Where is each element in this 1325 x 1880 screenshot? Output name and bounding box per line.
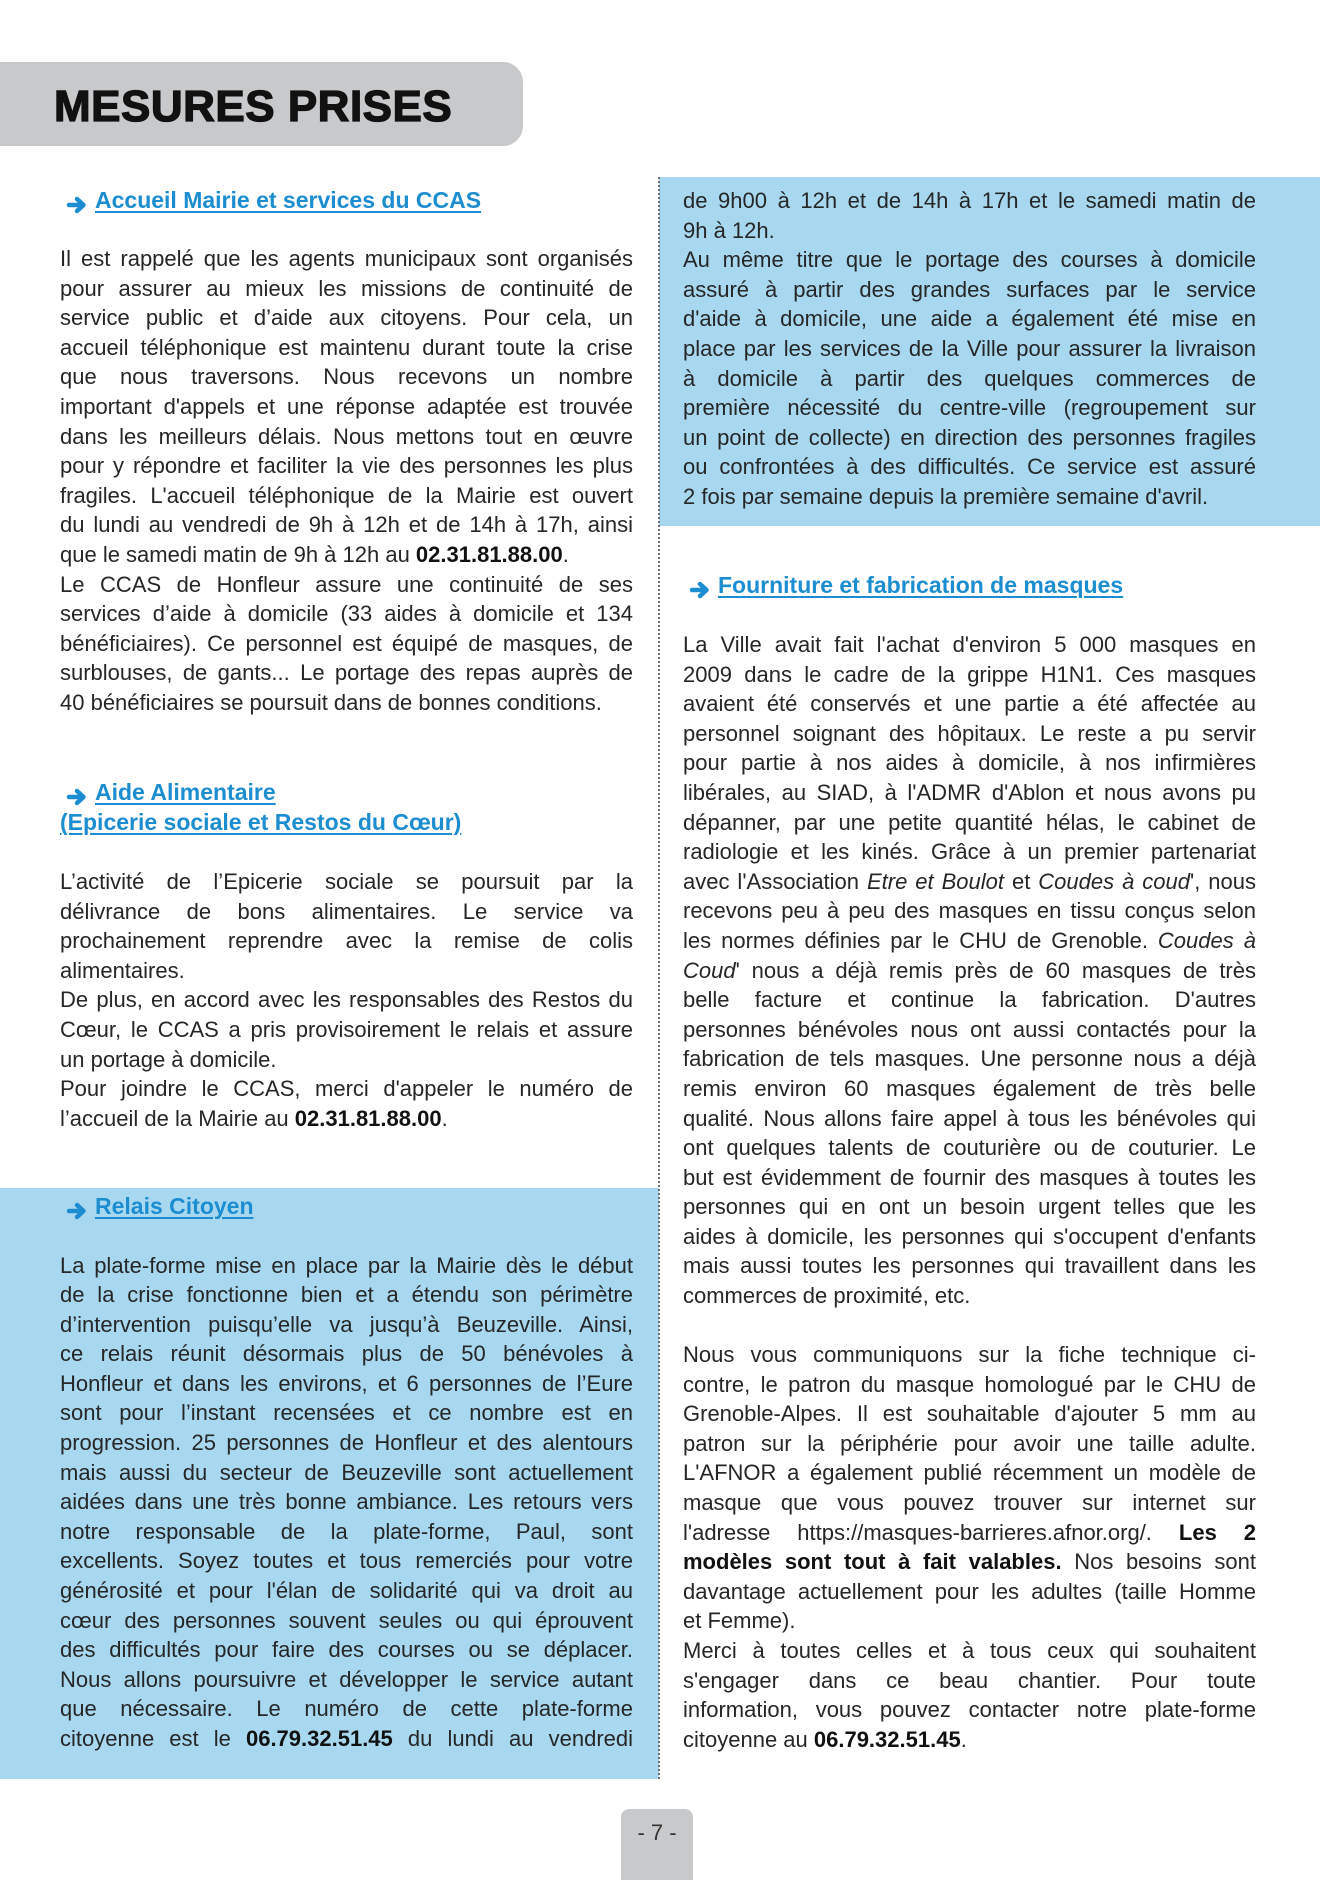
text-line: fragiles. L'accueil téléphonique de la Mairie est ouvert: [60, 482, 633, 508]
text-line: ont quelques talents de couturière ou de couturier. Le: [683, 1135, 1256, 1161]
text-line: information, vous pouvez contacter notre plate-forme: [683, 1697, 1256, 1723]
arrow-right-icon: [689, 577, 711, 595]
text-line: qualité. Nous allons faire appel à tous les bénévoles qui: [683, 1105, 1256, 1131]
text-line: l’accueil de la Mairie au 02.31.81.88.00.: [60, 1105, 448, 1131]
heading-text: Relais Citoyen: [95, 1193, 254, 1219]
text-line: belle facture et continue la fabrication. D'autres: [683, 987, 1256, 1013]
text-line: un portage à domicile.: [60, 1046, 277, 1072]
text-line: fabrication de tels masques. Une personne nous a déjà: [683, 1046, 1256, 1072]
masques-body-intro: [683, 630, 1256, 1311]
heading-relais-citoyen: [60, 1192, 633, 1222]
arrow-right-icon: [66, 192, 88, 210]
italic-text: Etre et Boulot: [867, 868, 1005, 894]
bold-text: Les 2: [1178, 1519, 1256, 1545]
text-line: Merci à toutes celles et à tous ceux qui souhaitent: [683, 1637, 1256, 1663]
text-line: masque que vous pouvez trouver sur internet sur: [683, 1489, 1256, 1515]
text-line: des difficultés pour faire des courses ou se déplacer.: [60, 1637, 633, 1663]
heading-subtitle: (Epicerie sociale et Restos du Cœur): [60, 808, 462, 835]
text-line: première nécessité du centre-ville (regroupement sur: [683, 395, 1256, 421]
text-line: ce relais réunit désormais plus de 50 bénévoles à: [60, 1341, 633, 1367]
text-line: prochainement reprendre avec la remise de colis: [60, 928, 633, 954]
bold-text: 02.31.81.88.00: [415, 541, 563, 567]
text-line: progression. 25 personnes de Honfleur et des alentours: [60, 1430, 633, 1456]
text-line: 9h à 12h.: [683, 217, 775, 243]
text-line: aides à domicile, les personnes qui s'occupent d'enfants: [683, 1223, 1256, 1249]
text-line: service public et d’aide aux citoyens. Pour cela, un: [60, 305, 633, 331]
text-line: radiologie et les kinés. Grâce à un premier partenariat: [683, 839, 1256, 865]
italic-text: Coudes à coud: [1038, 868, 1190, 894]
text-line: ou confrontées à des difficultés. Ce service est assuré: [683, 454, 1256, 480]
text-line: excellents. Soyez toutes et tous remerciés pour votre: [60, 1548, 633, 1574]
text-line: d'aide à domicile, une aide a également été mise en: [683, 306, 1256, 332]
text-line: 40 bénéficiaires se poursuit dans de bonnes conditions.: [60, 689, 602, 715]
text-line: dans les meilleurs délais. Nous mettons tout en œuvre: [60, 423, 633, 449]
text-line: d’intervention puisqu’elle va jusqu’à Beuzeville. Ainsi,: [60, 1311, 633, 1337]
text-line: De plus, en accord avec les responsables des Restos du: [60, 987, 633, 1013]
text-line: générosité et pour l'élan de solidarité qui va droit au: [60, 1578, 633, 1604]
text-line: avaient été conservés et une partie a été affectée au: [683, 691, 1256, 717]
text-line: La plate-forme mise en place par la Mairie dès le début: [60, 1252, 633, 1278]
text-line: alimentaires.: [60, 957, 185, 983]
text-line: un point de collecte) en direction des personnes fragiles: [683, 424, 1256, 450]
text-line: pour y répondre et faciliter la vie des personnes les plus: [60, 453, 633, 479]
text-line: libérales, au SIAD, à l'ADMR d'Ablon et nous avons pu: [683, 779, 1256, 805]
accueil-body: [60, 244, 633, 718]
text-line: pour assurer au mieux les missions de continuité de: [60, 275, 633, 301]
text-line: patron sur la périphérie pour avoir une taille adulte.: [683, 1430, 1256, 1456]
page-title: MESURES PRISES: [54, 82, 453, 131]
text-line: davantage actuellement pour les adultes (taille Homme: [683, 1578, 1256, 1604]
text-line: que nous traversons. Nous recevons un nombre: [60, 364, 633, 390]
text-line: Nous vous communiquons sur la fiche technique ci-: [683, 1342, 1256, 1367]
text-line: L'AFNOR a également publié récemment un modèle de: [683, 1460, 1256, 1486]
text-line: surblouses, de gants... Le portage des repas auprès de: [60, 660, 633, 686]
italic-text: Coudes à: [1157, 927, 1256, 953]
text-line: L’activité de l’Epicerie sociale se poursuit par la: [60, 869, 633, 894]
text-line: bénéficiaires). Ce personnel est équipé de masques, de: [60, 630, 633, 656]
text-line: personnes bénévoles nous ont aussi contactés pour la: [683, 1016, 1256, 1042]
text-line: Coud' nous a déjà remis près de 60 masques de très: [683, 957, 1256, 983]
heading-text: Accueil Mairie et services du CCAS: [95, 187, 482, 213]
text-line: notre responsable de la plate-forme, Paul, sont: [60, 1518, 633, 1544]
heading-aide-alimentaire: [60, 778, 633, 835]
text-line: sont pour l’instant recensées et ce nombre est en: [60, 1400, 633, 1426]
text-line: que nécessaire. Le numéro de cette plate-forme: [60, 1696, 633, 1722]
text-line: recevons peu à peu des masques en tissu conçus selon: [683, 898, 1256, 924]
text-line: mais aussi du secteur de Beuzeville sont actuellement: [60, 1459, 633, 1485]
heading-text: Fourniture et fabrication de masques: [718, 572, 1124, 598]
text-line: pour partie à nos aides à domicile, à nos infirmières: [683, 750, 1256, 776]
text-line: citoyenne est le 06.79.32.51.45 du lundi au vendredi: [60, 1726, 634, 1751]
text-line: assuré à partir des grandes surfaces par le service: [683, 276, 1256, 302]
text-line: 2 fois par semaine depuis la première semaine d'avril.: [683, 483, 1209, 509]
aide-body: [60, 867, 633, 1133]
bold-text: 06.79.32.51.45: [813, 1726, 961, 1752]
arrow-right-icon: [66, 784, 88, 802]
text-line: modèles sont tout à fait valables. Nos besoins sont: [683, 1549, 1256, 1575]
text-line: Le CCAS de Honfleur assure une continuité de ses: [60, 571, 633, 597]
text-line: aidées dans une très bonne ambiance. Les retours vers: [60, 1489, 633, 1515]
relais-body-right: [683, 186, 1256, 512]
text-line: 2009 dans le cadre de la grippe H1N1. Ces masques: [683, 661, 1256, 687]
text-line: important d'appels et une réponse adaptée est trouvée: [60, 393, 633, 419]
heading-accueil: [60, 186, 633, 216]
text-line: de 9h00 à 12h et de 14h à 17h et le samedi matin de: [683, 188, 1256, 213]
text-line: personnes qui en ont un besoin urgent telles que les: [683, 1194, 1256, 1220]
text-line: Honfleur et dans les environs, et 6 personnes de l’Eure: [60, 1370, 633, 1396]
relais-body-left: [60, 1251, 633, 1754]
text-line: dépanner, par une petite quantité hélas, le cabinet de: [683, 809, 1256, 835]
heading-text: Aide Alimentaire: [95, 779, 276, 805]
text-line: services d’aide à domicile (33 aides à domicile et 134: [60, 601, 633, 627]
text-line: remis environ 60 masques également de très belle: [683, 1075, 1256, 1101]
text-line: Au même titre que le portage des courses à domicile: [683, 247, 1256, 273]
masques-body-pattern: [683, 1340, 1256, 1754]
text-line: avec l'Association Etre et Boulot et Coudes à coud', nous: [683, 868, 1256, 894]
text-line: s'engager dans ce beau chantier. Pour toute: [683, 1667, 1256, 1693]
text-line: citoyenne au 06.79.32.51.45.: [683, 1726, 967, 1752]
text-line: personnel soignant des hôpitaux. Le reste a pu servir: [683, 720, 1256, 746]
text-line: Il est rappelé que les agents municipaux sont organisés: [60, 246, 633, 271]
bold-text: modèles sont tout à fait valables.: [683, 1549, 1062, 1575]
text-line: Pour joindre le CCAS, merci d'appeler le numéro de: [60, 1076, 633, 1102]
text-line: de la crise fonctionne bien et a étendu son périmètre: [60, 1282, 633, 1308]
heading-masques: [683, 571, 1256, 601]
text-line: Grenoble-Alpes. Il est souhaitable d'ajouter 5 mm au: [683, 1401, 1256, 1427]
text-line: commerces de proximité, etc.: [683, 1283, 971, 1309]
arrow-right-icon: [66, 1198, 88, 1216]
text-line: du lundi au vendredi de 9h à 12h et de 14h à 17h, ainsi: [60, 512, 633, 538]
text-line: les normes définies par le CHU de Grenoble. Coudes à: [683, 927, 1256, 953]
column-divider: [658, 177, 660, 1779]
text-line: accueil téléphonique est maintenu durant toute la crise: [60, 334, 633, 360]
bold-text: 02.31.81.88.00: [294, 1105, 442, 1131]
bold-text: 06.79.32.51.45: [245, 1726, 393, 1751]
text-line: but est évidemment de fournir des masques à toutes les: [683, 1164, 1256, 1190]
text-line: La Ville avait fait l'achat d'environ 5 000 masques en: [683, 632, 1256, 657]
italic-text: Coud: [683, 957, 736, 983]
text-line: Cœur, le CCAS a pris provisoirement le relais et assure: [60, 1016, 633, 1042]
text-line: et Femme).: [683, 1608, 796, 1634]
text-line: contre, le patron du masque homologué par le CHU de: [683, 1371, 1256, 1397]
page-number: - 7 -: [621, 1809, 693, 1880]
text-line: place par les services de la Ville pour assurer la livraison: [683, 335, 1256, 361]
text-line: Nous allons poursuivre et développer le service autant: [60, 1666, 633, 1692]
text-line: que le samedi matin de 9h à 12h au 02.31.81.88.00.: [60, 541, 569, 567]
text-line: mais aussi toutes les personnes qui travaillent dans les: [683, 1253, 1256, 1279]
text-line: cœur des personnes souvent seules ou qui éprouvent: [60, 1607, 633, 1633]
text-line: à domicile à partir des quelques commerces de: [683, 365, 1256, 391]
text-line: l'adresse https://masques-barrieres.afnor.org/. Les 2: [683, 1519, 1256, 1545]
text-line: délivrance de bons alimentaires. Le service va: [60, 898, 633, 924]
